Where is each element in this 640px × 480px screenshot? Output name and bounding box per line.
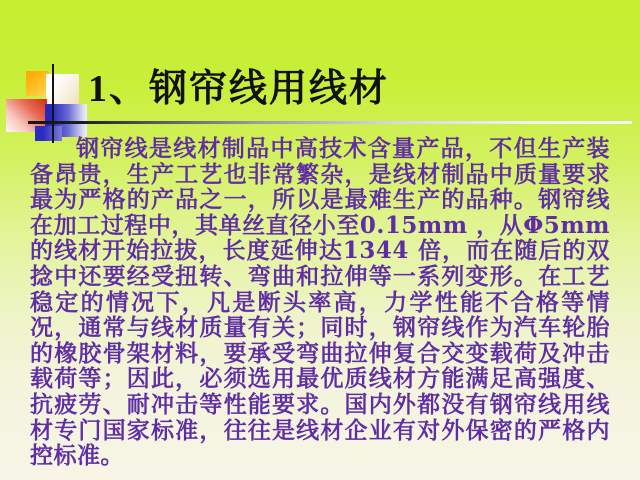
decor-vertical-line bbox=[52, 64, 54, 143]
slide-body-paragraph: 钢帘线是线材制品中高技术含量产品，不但生产装备昂贵，生产工艺也非常繁杂，是线材制品中质量要求最为严格的产品之一，所以是最难生产的品种。钢帘线在加工过程中，其单丝直径小至0.15mm ，从Φ5mm 的线材开始拉拔，长度延伸达1344 倍，而在随后的双捻中还要经受扭转、弯曲和拉伸等一系列变形。在工艺稳定的情况下，凡是断头率高，力学性能不合格等情况，通常与线材质量有关；同时，钢帘线作为汽车轮胎的橡胶骨架材料，要承受弯曲拉伸复合交变载荷及冲击载荷等；因此，必须选用最优质线材方能满足高强度、抗疲劳、耐冲击等性能要求。国内外都没有钢帘线用线材专门国家标准，往往是线材企业有对外保密的严格内控标准。 bbox=[30, 135, 610, 470]
decor-white-square bbox=[46, 74, 79, 105]
title-divider-line bbox=[28, 121, 632, 124]
slide-title: 1、钢帘线用线材 bbox=[88, 68, 390, 110]
